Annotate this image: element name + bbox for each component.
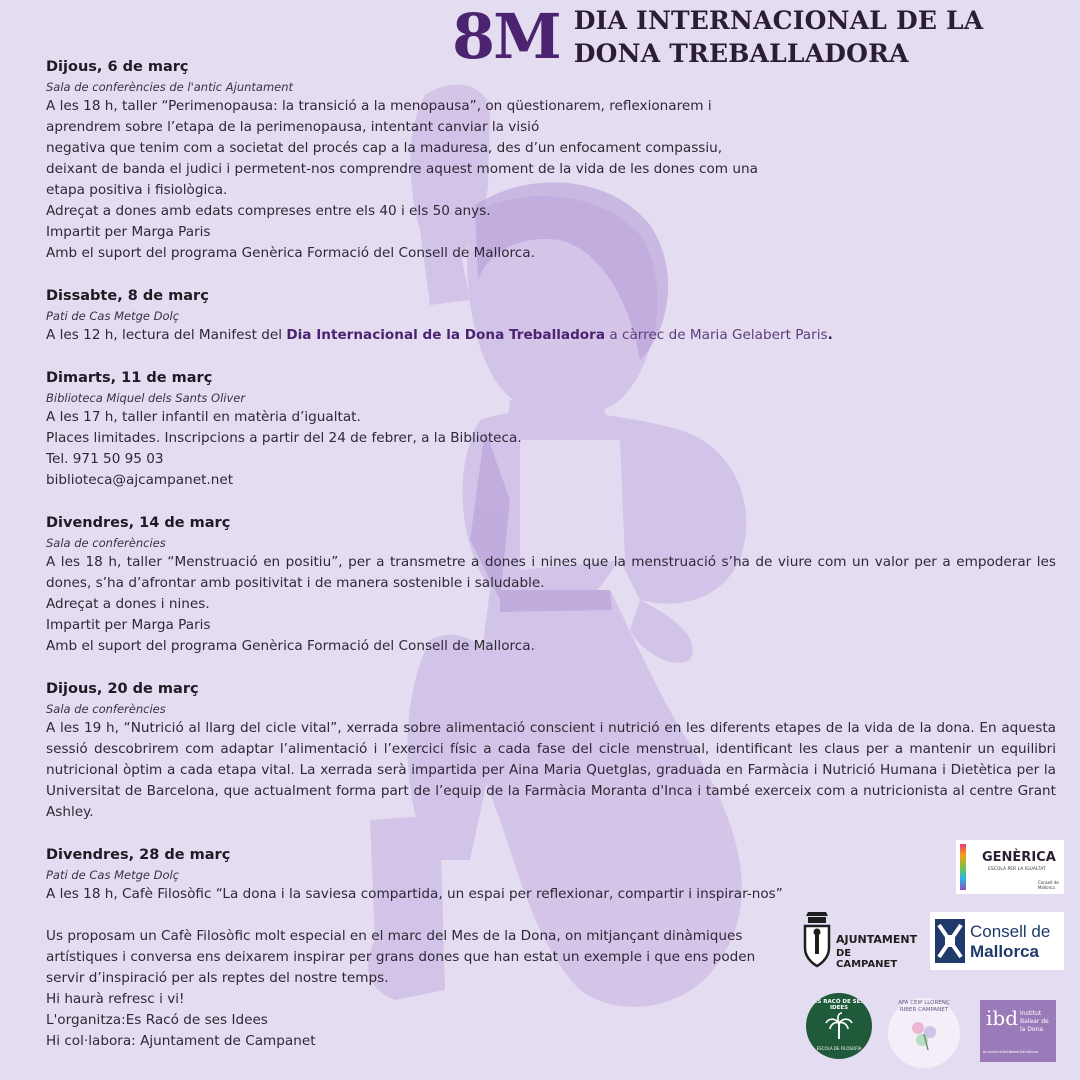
raco-sub: ESCOLA DE FILOSOFIA [816, 1046, 862, 1051]
event-date: Divendres, 28 de març [46, 847, 231, 863]
generica-stripes [960, 844, 966, 890]
ibd-url: fb.com/InstitutBalearDeLaDona [983, 1050, 1039, 1054]
closing-paragraph: Us proposam un Cafè Filosòfic molt especial en el marc del Mes de la Dona, on mitjançant dinàmiques artístiques i conversa ens deixarem inspirar per grans dones que han estat un exemple i que ens poden servir d’inspiració per als reptes del nostre temps. [46, 928, 756, 986]
ibd-line2: Balear de [1020, 1018, 1049, 1025]
event-text-line: negativa que tenim com a societat del procés cap a la maduresa, des d’un enfocament compassiu, [46, 140, 723, 156]
afa-ceip-logo [888, 998, 960, 1068]
ibd-mark: ibd [986, 1006, 1019, 1030]
event-venue: Biblioteca Miquel dels Sants Oliver [46, 391, 246, 405]
generica-sub: Consell de Mallorca [1038, 880, 1059, 890]
closing-line: Hi haurà refresc i vi! [46, 991, 185, 1007]
event-paragraph: A les 18 h, taller “Menstruació en positiu”, per a transmetre a dones i nines que la menstruació s’ha de viure com un valor per a empoderar les dones, s’ha d’afrontar amb positivitat i de manera sostenible i saludable. [46, 554, 1056, 591]
event-phone: Tel. 971 50 95 03 [46, 451, 164, 467]
event-text-line: deixant de banda el judici i permetent-nos comprendre aquest moment de la vida de les dones com una [46, 161, 758, 177]
event-date: Dijous, 6 de març [46, 59, 189, 75]
ajuntament-line1: AJUNTAMENT [836, 933, 918, 946]
coat-of-arms-icon [800, 910, 834, 970]
ajuntament-line2: DE CAMPANET [836, 948, 898, 970]
afa-name: AFA CEIP LLORENÇ RIBER CAMPANET [898, 1000, 950, 1013]
event-venue: Pati de Cas Metge Dolç [46, 868, 180, 882]
closing-collaborator: Hi col·labora: Ajuntament de Campanet [46, 1033, 316, 1049]
event-text-line: etapa positiva i fisiològica. [46, 182, 228, 198]
event-text-mid: a càrrec de Maria Gelabert Paris [605, 327, 828, 343]
generica-name: GENÈRICA [982, 850, 1056, 865]
event-text-highlight: Dia Internacional de la Dona Treballadora [286, 327, 606, 343]
consell-line2: Mallorca [970, 942, 1039, 961]
event-text-line: Adreçat a dones i nines. [46, 596, 210, 612]
consell-line1: Consell de [970, 922, 1051, 941]
event-11-march [46, 367, 1056, 491]
event-text-line: Impartit per Marga Paris [46, 224, 211, 240]
consell-emblem-icon [935, 919, 965, 963]
event-email-link[interactable]: biblioteca@ajcampanet.net [46, 472, 234, 488]
header-title-line2: DONA TREBALLADORA [573, 39, 909, 68]
event-text-line: Amb el suport del programa Genèrica Formació del Consell de Mallorca. [46, 638, 535, 654]
closing-organizer: L'organitza:Es Racó de ses Idees [46, 1012, 268, 1028]
generica-tagline: ESCOLA PER LA IGUALTAT [988, 867, 1046, 872]
event-28-march [46, 844, 1056, 905]
flower-illustration-icon [904, 1014, 944, 1054]
event-20-march [46, 678, 1056, 823]
event-text-line: Amb el suport del programa Genèrica Formació del Consell de Mallorca. [46, 245, 535, 261]
header-badge-8m: 8M [452, 0, 560, 73]
event-text-line: Places limitades. Inscripcions a partir del 24 de febrer, a la Biblioteca. [46, 430, 522, 446]
event-text-line: Adreçat a dones amb edats compreses entre els 40 i els 50 anys. [46, 203, 491, 219]
raco-ses-idees-logo [806, 993, 872, 1059]
event-paragraph: A les 19 h, “Nutrició al llarg del cicle vital”, xerrada sobre alimentació conscient i nutrició en les diferents etapes de la vida de la dona. En aquesta sessió descobrirem com adaptar l’alimentació i l’exercici físic a cada fase del cicle menstrual, identificant les claus per a mantenir un equilibri nutricional òptim a cada etapa vital. La xerrada serà impartida per Aina Maria Quetglas, graduada en Farmàcia i Nutrició Humana i Dietètica per la Universitat de Barcelona, que actualment forma part de l’equip de la Farmàcia Moranta d'Inca i també exerceix com a nutricionista al centre Grant Ashley. [46, 720, 1056, 820]
event-date: Dissabte, 8 de març [46, 288, 209, 304]
event-text-line: A les 18 h, taller “Perimenopausa: la transició a la menopausa”, on qüestionarem, reflexionarem i [46, 98, 712, 114]
institut-balear-dona-logo [980, 1000, 1056, 1062]
event-14-march [46, 512, 1056, 657]
event-date: Divendres, 14 de març [46, 515, 231, 531]
event-text-end: . [827, 327, 833, 343]
event-text-line: A les 18 h, Cafè Filosòfic “La dona i la saviesa compartida, un espai per reflexionar, compartir i inspirar-nos” [46, 886, 783, 902]
header-title-line1: DIA INTERNACIONAL DE LA [573, 6, 984, 35]
event-date: Dimarts, 11 de març [46, 370, 213, 386]
ajuntament-campanet-logo [800, 910, 918, 972]
event-6-march [46, 56, 1056, 264]
event-8-march [46, 285, 1056, 346]
generica-logo [956, 840, 1064, 894]
event-venue: Sala de conferències [46, 536, 166, 550]
ibd-line1: Institut [1020, 1010, 1042, 1017]
event-text-line: aprendrem sobre l’etapa de la perimenopausa, intentant canviar la visió [46, 119, 540, 135]
consell-mallorca-logo [930, 912, 1064, 970]
event-text-line: A les 17 h, taller infantil en matèria d’igualtat. [46, 409, 361, 425]
event-venue: Pati de Cas Metge Dolç [46, 309, 180, 323]
raco-name: ES RACÓ DE SES IDEES [813, 999, 865, 1011]
event-venue: Sala de conferències [46, 702, 166, 716]
event-text-pre: A les 12 h, lectura del Manifest del [46, 327, 287, 343]
event-text-line [46, 325, 1056, 346]
event-text-line: Impartit per Marga Paris [46, 617, 211, 633]
event-venue: Sala de conferències de l'antic Ajuntament [46, 80, 294, 94]
event-date: Dijous, 20 de març [46, 681, 199, 697]
palm-tree-icon [824, 1011, 854, 1041]
ibd-line3: la Dona [1020, 1026, 1044, 1033]
